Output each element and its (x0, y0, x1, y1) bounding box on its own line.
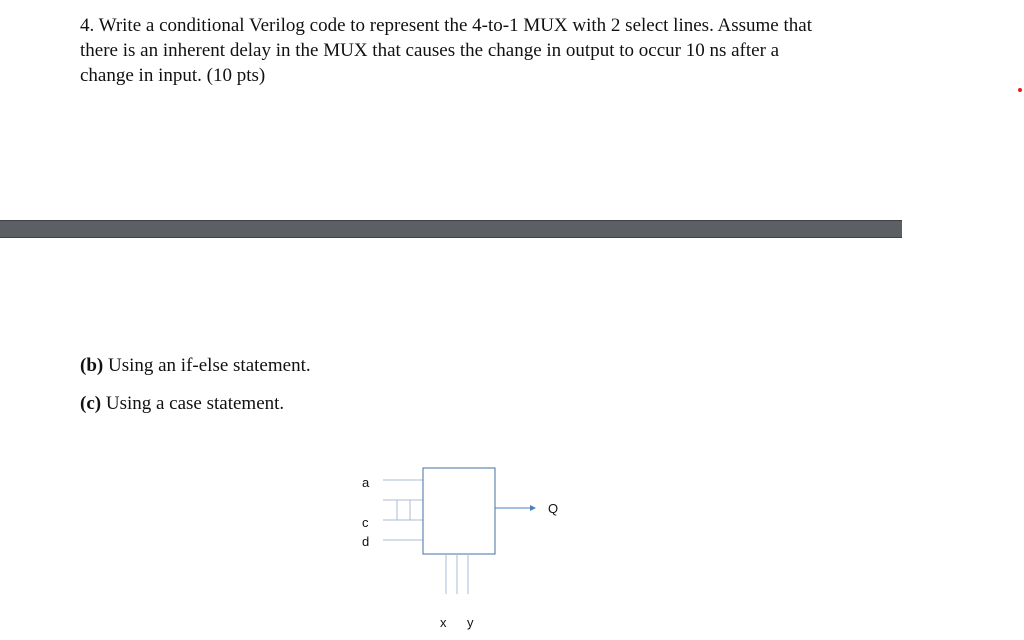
output-arrowhead (530, 505, 536, 511)
output-label-q: Q (548, 501, 559, 516)
mux-box (423, 468, 495, 554)
part-b-label: (b) (80, 355, 104, 376)
select-label-x: x (440, 615, 447, 630)
part-b-text: Using an if-else statement. (103, 355, 311, 376)
select-label-y: y (467, 615, 474, 630)
input-label-a: a (362, 475, 370, 490)
part-c-text: Using a case statement. (101, 393, 285, 414)
question-line-3: change in input. (10 pts) (80, 65, 266, 86)
part-c-label: (c) (80, 393, 102, 414)
question-line-2: there is an inherent delay in the MUX that causes the change in output to occur 10 ns after a (80, 40, 780, 61)
input-label-d: d (362, 534, 370, 549)
input-label-c: c (362, 515, 369, 530)
question-line-1: 4. Write a conditional Verilog code to represent the 4-to-1 MUX with 2 select lines. Assume that (80, 15, 812, 36)
